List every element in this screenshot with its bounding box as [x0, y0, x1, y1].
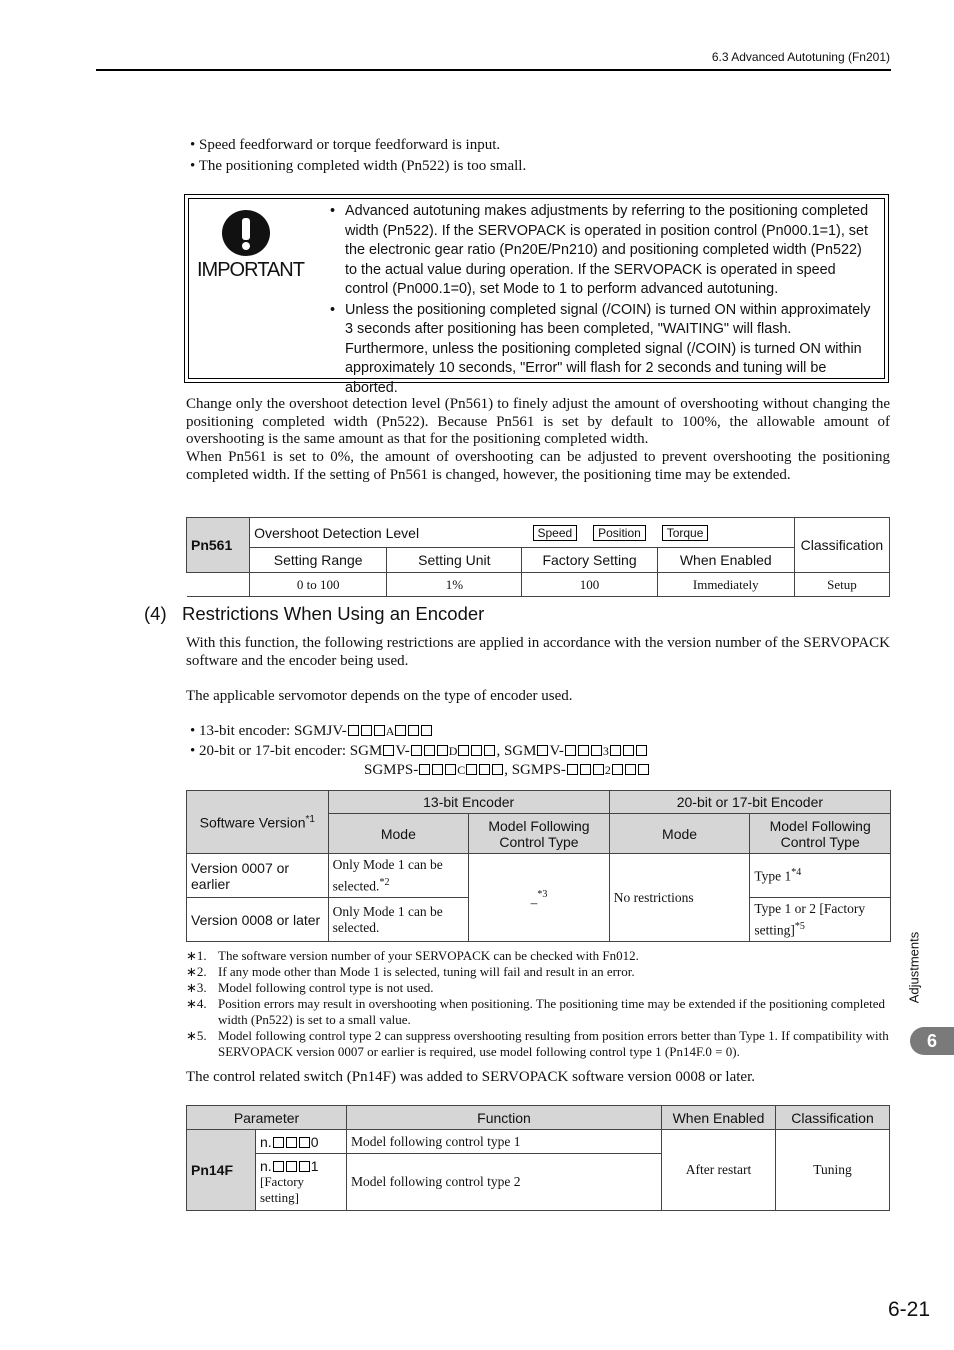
row2-version: Version 0008 or later [187, 898, 329, 942]
hdr-13bit: 13-bit Encoder [328, 791, 609, 814]
chapter-tab: 6 [910, 1027, 954, 1055]
mode-20-no-restrictions: No restrictions [609, 854, 750, 942]
hdr-mode-20: Mode [609, 814, 750, 854]
pn561-name: Overshoot Detection Level [254, 524, 420, 541]
row2-type: Type 1 or 2 [Factory setting]$^{*5}$ [750, 898, 891, 942]
pn14f-code-2: n. 1 [Factory setting] [256, 1154, 347, 1211]
hdr-20bit: 20-bit or 17-bit Encoder [609, 791, 890, 814]
footnote: ∗4. Position errors may result in overshooting when positioning. The positioning time may be extended if the positioning completed width (Pn522) is set to a small value. [186, 996, 885, 1027]
header-rule [96, 69, 891, 71]
paragraph-restrictions: With this function, the following restrictions are applied in accordance with the version number of the SERVOPACK software and the encoder being used. [186, 635, 890, 669]
paragraph-servomotor: The applicable servomotor depends on the type of encoder used. [186, 688, 573, 704]
pn561-table [186, 517, 890, 597]
hdr-software-version: Software Version$^{*1}$ [187, 791, 329, 854]
footnote: ∗2. If any mode other than Mode 1 is selected, tuning will fail and result in an error. [186, 964, 635, 979]
mfct-13-not-used: _$^{*3}$ [469, 854, 610, 942]
hdr-when-enabled: When Enabled [657, 548, 794, 573]
hdr-mfct-20: Model Following Control Type [750, 814, 891, 854]
important-item: • Advanced autotuning makes adjustments by referring to the positioning completed width (Pn522). If the SERVOPACK is operated in position control (Pn000.1=1), set the electronic gear ratio (Pn20E/Pn210) and positioning completed width (Pn522) to the actual value during operation. If the SERVOPACK is operated in speed control (Pn000.1=0), set Mode to 1 to perform advanced autotuning. [330, 203, 869, 297]
tag-torque: Torque [662, 525, 709, 541]
hdr-parameter: Parameter [187, 1106, 347, 1130]
val-when-enabled: Immediately [657, 573, 794, 597]
pn14f-when: After restart [662, 1130, 776, 1211]
tag-speed: Speed [533, 525, 578, 541]
hdr-when-enabled-14f: When Enabled [662, 1106, 776, 1130]
paragraph-pn14f: The control related switch (Pn14F) was added to SERVOPACK software version 0008 or later. [186, 1069, 755, 1085]
pn14f-param: Pn14F [187, 1130, 256, 1211]
pn561-name-cell [250, 518, 795, 548]
footnote: ∗3. Model following control type is not used. [186, 980, 434, 995]
pn561-class-header: Classification [794, 518, 889, 573]
footnote: ∗5. Model following control type 2 can suppress overshooting resulting from position errors better than Type 1. If compatibility with SERVOPACK version 0007 or earlier is required, use model following control type 1 (Pn14F.0 = 0). [186, 1028, 889, 1059]
page-number: 6-21 [887, 1298, 930, 1321]
side-label: Adjustments [906, 931, 922, 1004]
section-heading: (4) Restrictions When Using an Encoder [144, 603, 485, 624]
important-box [184, 194, 889, 396]
hdr-mode-13: Mode [328, 814, 469, 854]
val-factory-setting: 100 [522, 573, 657, 597]
restrictions-table [186, 790, 891, 942]
pn14f-func-1: Model following control type 1 [347, 1130, 662, 1154]
bullet-completed-width: • The positioning completed width (Pn522) is too small. [190, 158, 527, 174]
pn14f-class: Tuning [776, 1130, 890, 1211]
val-setting-range: 0 to 100 [250, 573, 387, 597]
running-header: 6.3 Advanced Autotuning (Fn201) [711, 50, 890, 64]
row2-mode: Only Mode 1 can be selected. [328, 898, 469, 942]
important-list [330, 202, 875, 399]
pn14f-table [186, 1105, 890, 1211]
bullet-feedforward: • Speed feedforward or torque feedforward is input. [190, 137, 501, 153]
hdr-setting-unit: Setting Unit [387, 548, 522, 573]
pn561-tags [533, 524, 709, 541]
row1-mode: Only Mode 1 can be selected.$^{*2}$ [328, 854, 469, 898]
encoder-20bit: • 20-bit or 17-bit encoder: SGM V- D , SGM V- 3 [190, 743, 648, 760]
val-setting-unit: 1% [387, 573, 522, 597]
pn14f-code-1: n. 0 [256, 1130, 347, 1154]
important-icon [219, 209, 273, 257]
tag-position: Position [593, 525, 646, 541]
hdr-function: Function [347, 1106, 662, 1130]
pn561-param: Pn561 [187, 518, 250, 573]
important-item: • Unless the positioning completed signal (/COIN) is turned ON within approximately 3 seconds after positioning has been completed, "WAITING" will flash. Furthermore, unless the positioning completed signal (/COIN) is turned ON within approximately 10 seconds, "Error" will flash for 2 seconds and tuning will be aborted. [330, 301, 871, 396]
hdr-classification-14f: Classification [776, 1106, 890, 1130]
hdr-mfct-13: Model Following Control Type [469, 814, 610, 854]
row1-type: Type 1$^{*4}$ [750, 854, 891, 898]
hdr-setting-range: Setting Range [250, 548, 387, 573]
paragraph-overshoot: Change only the overshoot detection level (Pn561) to finely adjust the amount of overshooting without changing the positioning completed width (Pn522). Because Pn561 is set by default to 100%, the allowable amount of overshooting is the same amount as that for the positioning completed width. [186, 396, 890, 448]
important-label: IMPORTANT [197, 259, 304, 281]
row1-version: Version 0007 or earlier [187, 854, 329, 898]
encoder-sgmps: SGMPS- C , SGMPS- 2 [364, 762, 650, 779]
footnote: ∗1. The software version number of your SERVOPACK can be checked with Fn012. [186, 948, 639, 963]
footnotes [186, 948, 890, 1060]
pn14f-func-2: Model following control type 2 [347, 1154, 662, 1211]
val-classification: Setup [794, 573, 889, 597]
paragraph-pn561-zero: When Pn561 is set to 0%, the amount of overshooting can be adjusted to prevent overshooting the positioning completed width. If the setting of Pn561 is changed, however, the positioning time may be extended. [186, 449, 890, 483]
encoder-13bit: • 13-bit encoder: SGMJV- A [190, 723, 433, 740]
hdr-factory-setting: Factory Setting [522, 548, 657, 573]
